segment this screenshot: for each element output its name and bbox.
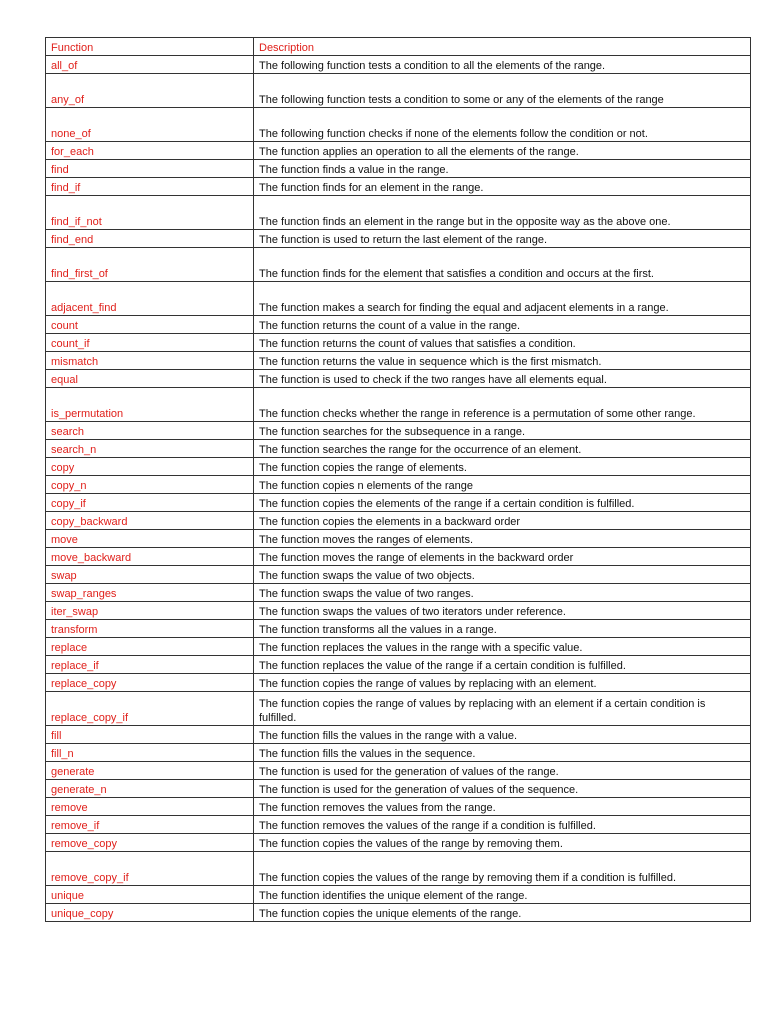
function-name-cell: fill xyxy=(46,726,254,744)
table-row xyxy=(46,74,751,108)
function-description-cell: The function applies an operation to all the elements of the range. xyxy=(254,142,751,160)
function-description-cell: The function searches the range for the occurrence of an element. xyxy=(254,440,751,458)
table-row xyxy=(46,316,751,334)
function-description-cell: The function copies the unique elements of the range. xyxy=(254,904,751,922)
table-row xyxy=(46,334,751,352)
table-row xyxy=(46,108,751,142)
function-name-cell: replace_copy_if xyxy=(46,692,254,726)
table-row xyxy=(46,744,751,762)
function-name-cell: is_permutation xyxy=(46,388,254,422)
function-name-cell: replace xyxy=(46,638,254,656)
table-row xyxy=(46,656,751,674)
table-row xyxy=(46,780,751,798)
function-description-cell: The function identifies the unique element of the range. xyxy=(254,886,751,904)
function-name-cell: search_n xyxy=(46,440,254,458)
header-function: Function xyxy=(46,38,254,56)
function-name-cell: generate xyxy=(46,762,254,780)
function-name-cell: unique xyxy=(46,886,254,904)
table-row xyxy=(46,620,751,638)
function-name-cell: count_if xyxy=(46,334,254,352)
table-row xyxy=(46,56,751,74)
table-row xyxy=(46,458,751,476)
function-description-cell: The function removes the values of the range if a condition is fulfilled. xyxy=(254,816,751,834)
function-description-cell: The following function tests a condition to all the elements of the range. xyxy=(254,56,751,74)
table-row xyxy=(46,388,751,422)
function-description-cell: The function is used to check if the two ranges have all elements equal. xyxy=(254,370,751,388)
function-description-cell: The function finds an element in the range but in the opposite way as the above one. xyxy=(254,196,751,230)
function-description-cell: The function makes a search for finding the equal and adjacent elements in a range. xyxy=(254,282,751,316)
function-description-cell: The function is used for the generation of values of the range. xyxy=(254,762,751,780)
function-description-cell: The function returns the value in sequence which is the first mismatch. xyxy=(254,352,751,370)
table-row xyxy=(46,852,751,886)
function-name-cell: mismatch xyxy=(46,352,254,370)
function-description-cell: The function copies the range of values by replacing with an element. xyxy=(254,674,751,692)
table-row xyxy=(46,548,751,566)
function-description-cell: The function searches for the subsequence in a range. xyxy=(254,422,751,440)
function-description-cell: The function finds a value in the range. xyxy=(254,160,751,178)
function-description-cell: The function copies n elements of the range xyxy=(254,476,751,494)
function-name-cell: find_first_of xyxy=(46,248,254,282)
function-description-cell: The function swaps the value of two ranges. xyxy=(254,584,751,602)
function-name-cell: swap_ranges xyxy=(46,584,254,602)
table-row xyxy=(46,904,751,922)
function-name-cell: search xyxy=(46,422,254,440)
table-row xyxy=(46,816,751,834)
table-row xyxy=(46,160,751,178)
function-description-cell: The function returns the count of a value in the range. xyxy=(254,316,751,334)
table-row xyxy=(46,422,751,440)
function-description-cell: The function copies the range of values by replacing with an element if a certain condition is fulfilled. xyxy=(254,692,751,726)
function-name-cell: remove xyxy=(46,798,254,816)
function-description-cell: The function copies the elements of the range if a certain condition is fulfilled. xyxy=(254,494,751,512)
table-header-row xyxy=(46,38,751,56)
function-name-cell: iter_swap xyxy=(46,602,254,620)
function-name-cell: count xyxy=(46,316,254,334)
table-row xyxy=(46,142,751,160)
function-name-cell: for_each xyxy=(46,142,254,160)
header-description: Description xyxy=(254,38,751,56)
function-description-cell: The function swaps the value of two objects. xyxy=(254,566,751,584)
table-row xyxy=(46,476,751,494)
function-description-cell: The function is used for the generation of values of the sequence. xyxy=(254,780,751,798)
function-description-cell: The function is used to return the last element of the range. xyxy=(254,230,751,248)
function-description-cell: The function copies the range of elements. xyxy=(254,458,751,476)
function-name-cell: move xyxy=(46,530,254,548)
table-row xyxy=(46,282,751,316)
table-row xyxy=(46,196,751,230)
table-row xyxy=(46,834,751,852)
function-description-cell: The function replaces the value of the range if a certain condition is fulfilled. xyxy=(254,656,751,674)
function-name-cell: find xyxy=(46,160,254,178)
function-table xyxy=(45,37,751,922)
function-name-cell: remove_copy xyxy=(46,834,254,852)
function-description-cell: The function fills the values in the range with a value. xyxy=(254,726,751,744)
table-row xyxy=(46,566,751,584)
function-name-cell: find_if_not xyxy=(46,196,254,230)
function-name-cell: adjacent_find xyxy=(46,282,254,316)
function-description-cell: The function fills the values in the sequence. xyxy=(254,744,751,762)
function-name-cell: remove_if xyxy=(46,816,254,834)
function-name-cell: copy_if xyxy=(46,494,254,512)
function-name-cell: find_if xyxy=(46,178,254,196)
function-name-cell: move_backward xyxy=(46,548,254,566)
function-description-cell: The function replaces the values in the range with a specific value. xyxy=(254,638,751,656)
function-name-cell: equal xyxy=(46,370,254,388)
function-name-cell: replace_if xyxy=(46,656,254,674)
function-name-cell: any_of xyxy=(46,74,254,108)
table-row xyxy=(46,178,751,196)
table-row xyxy=(46,512,751,530)
function-name-cell: unique_copy xyxy=(46,904,254,922)
table-row xyxy=(46,530,751,548)
function-description-cell: The function copies the elements in a backward order xyxy=(254,512,751,530)
function-description-cell: The function copies the values of the range by removing them if a condition is fulfilled. xyxy=(254,852,751,886)
function-name-cell: transform xyxy=(46,620,254,638)
function-description-cell: The function finds for an element in the range. xyxy=(254,178,751,196)
table-body xyxy=(46,56,751,922)
function-description-cell: The following function checks if none of the elements follow the condition or not. xyxy=(254,108,751,142)
table-row xyxy=(46,584,751,602)
function-description-cell: The following function tests a condition to some or any of the elements of the range xyxy=(254,74,751,108)
function-description-cell: The function moves the range of elements in the backward order xyxy=(254,548,751,566)
table-row xyxy=(46,602,751,620)
table-row xyxy=(46,674,751,692)
table-row xyxy=(46,638,751,656)
function-name-cell: generate_n xyxy=(46,780,254,798)
function-name-cell: fill_n xyxy=(46,744,254,762)
function-description-cell: The function returns the count of values that satisfies a condition. xyxy=(254,334,751,352)
function-name-cell: none_of xyxy=(46,108,254,142)
function-name-cell: remove_copy_if xyxy=(46,852,254,886)
function-name-cell: replace_copy xyxy=(46,674,254,692)
table-row xyxy=(46,352,751,370)
table-row xyxy=(46,692,751,726)
table-row xyxy=(46,370,751,388)
table-row xyxy=(46,494,751,512)
function-description-cell: The function copies the values of the range by removing them. xyxy=(254,834,751,852)
function-description-cell: The function finds for the element that satisfies a condition and occurs at the first. xyxy=(254,248,751,282)
table-row xyxy=(46,886,751,904)
function-name-cell: copy_backward xyxy=(46,512,254,530)
function-name-cell: copy xyxy=(46,458,254,476)
function-name-cell: find_end xyxy=(46,230,254,248)
table-row xyxy=(46,762,751,780)
function-name-cell: all_of xyxy=(46,56,254,74)
table-row xyxy=(46,230,751,248)
function-description-cell: The function removes the values from the range. xyxy=(254,798,751,816)
function-description-cell: The function moves the ranges of elements. xyxy=(254,530,751,548)
table-row xyxy=(46,726,751,744)
table-row xyxy=(46,440,751,458)
function-description-cell: The function transforms all the values in a range. xyxy=(254,620,751,638)
table-row xyxy=(46,248,751,282)
function-description-cell: The function swaps the values of two iterators under reference. xyxy=(254,602,751,620)
function-name-cell: copy_n xyxy=(46,476,254,494)
table-row xyxy=(46,798,751,816)
function-name-cell: swap xyxy=(46,566,254,584)
function-description-cell: The function checks whether the range in reference is a permutation of some other range. xyxy=(254,388,751,422)
